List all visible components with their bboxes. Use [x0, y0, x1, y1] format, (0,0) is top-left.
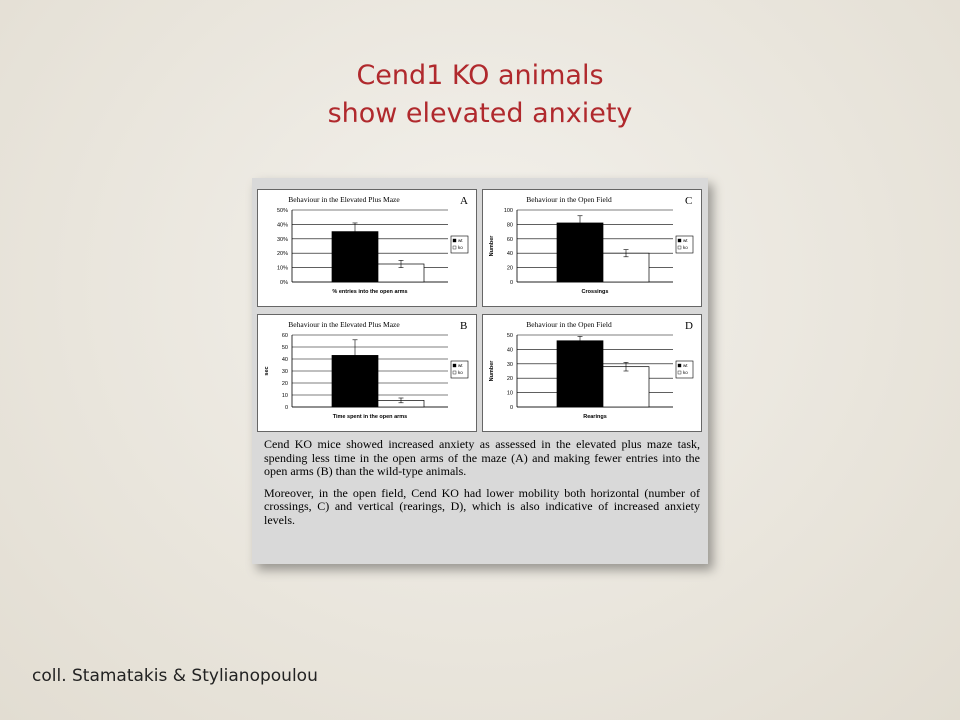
- y-tick-label: 0: [509, 280, 513, 286]
- caption-paragraph-2: Moreover, in the open field, Cend KO had lower mobility both horizontal (number of crossings, C) and vertical (rearings, D), which is also indicative of increased anxiety levels.: [264, 485, 700, 527]
- legend-label-wt: wt: [683, 238, 688, 243]
- y-tick-label: 50%: [276, 208, 288, 214]
- bar-wt: [557, 223, 603, 282]
- y-tick-label: 0%: [280, 280, 288, 286]
- y-axis-label: Number: [489, 360, 495, 382]
- chart-title: Behaviour in the Open Field: [526, 320, 612, 329]
- x-axis-label: Time spent in the open arms: [332, 414, 408, 420]
- chart-panel-d: [482, 314, 702, 432]
- y-tick-label: 40: [506, 251, 513, 258]
- y-tick-label: 10: [506, 390, 513, 397]
- y-tick-label: 60: [506, 236, 513, 243]
- legend-label-wt: wt: [458, 238, 463, 243]
- figure-panel: [252, 178, 708, 564]
- chart-title: Behaviour in the Open Field: [526, 195, 612, 204]
- panel-letter: D: [685, 320, 693, 332]
- chart-panel-a: [257, 189, 477, 307]
- legend-swatch-ko: [453, 371, 456, 374]
- figure-caption: [264, 438, 700, 535]
- y-tick-label: 20: [506, 376, 513, 383]
- y-tick-label: 40: [506, 347, 513, 354]
- y-tick-label: 0: [284, 405, 288, 411]
- y-tick-label: 20: [506, 265, 513, 272]
- bar-ko: [603, 253, 649, 282]
- y-tick-label: 20%: [276, 251, 288, 258]
- panel-letter: B: [460, 320, 468, 332]
- chart-title: Behaviour in the Elevated Plus Maze: [288, 320, 400, 329]
- chart-panel-c: [482, 189, 702, 307]
- y-tick-label: 50: [506, 333, 513, 339]
- x-axis-label: Rearings: [583, 414, 607, 420]
- chart-svg: [258, 190, 476, 306]
- legend-label-ko: ko: [683, 245, 688, 250]
- y-axis-label: Number: [489, 235, 495, 257]
- x-axis-label: % entries into the open arms: [332, 289, 408, 295]
- legend-label-ko: ko: [458, 245, 463, 250]
- slide-title-line2: show elevated anxiety: [327, 98, 633, 129]
- legend-swatch-wt: [453, 364, 456, 367]
- legend-label-ko: ko: [458, 370, 463, 375]
- y-tick-label: 30%: [276, 236, 288, 243]
- y-tick-label: 30: [506, 361, 513, 368]
- legend-swatch-wt: [453, 239, 456, 242]
- chart-svg: [258, 315, 476, 431]
- legend-swatch-ko: [453, 246, 456, 249]
- y-tick-label: 80: [506, 222, 513, 229]
- slide-title-line1: Cend1 KO animals: [356, 60, 604, 91]
- y-tick-label: 0: [509, 405, 513, 411]
- y-tick-label: 50: [281, 345, 288, 351]
- legend-swatch-wt: [678, 364, 681, 367]
- chart-panel-b: [257, 314, 477, 432]
- legend-label-wt: wt: [458, 363, 463, 368]
- y-tick-label: 60: [281, 333, 288, 339]
- chart-svg: [483, 315, 701, 431]
- panel-letter: A: [460, 195, 468, 207]
- y-tick-label: 30: [281, 369, 288, 375]
- chart-title: Behaviour in the Elevated Plus Maze: [288, 195, 400, 204]
- chart-svg: [483, 190, 701, 306]
- y-tick-label: 40: [281, 357, 288, 363]
- y-tick-label: 20: [281, 381, 288, 387]
- credit-text: coll. Stamatakis & Stylianopoulou: [32, 666, 318, 686]
- y-tick-label: 10%: [276, 265, 288, 272]
- caption-paragraph-1: Cend KO mice showed increased anxiety as assessed in the elevated plus maze task, spending less time in the open arms of the maze (A) and making fewer entries into the open arms (B) than the wild-type animals.: [264, 437, 700, 478]
- y-tick-label: 40%: [276, 222, 288, 229]
- legend-label-ko: ko: [683, 370, 688, 375]
- legend-swatch-ko: [678, 371, 681, 374]
- bar-wt: [557, 341, 603, 407]
- legend-label-wt: wt: [683, 363, 688, 368]
- y-tick-label: 100: [503, 208, 513, 214]
- y-tick-label: 10: [281, 393, 288, 399]
- legend-swatch-ko: [678, 246, 681, 249]
- x-axis-label: Crossings: [581, 289, 609, 295]
- bar-ko: [603, 367, 649, 407]
- legend-swatch-wt: [678, 239, 681, 242]
- panel-letter: C: [685, 195, 693, 207]
- y-axis-label: sec: [264, 366, 270, 376]
